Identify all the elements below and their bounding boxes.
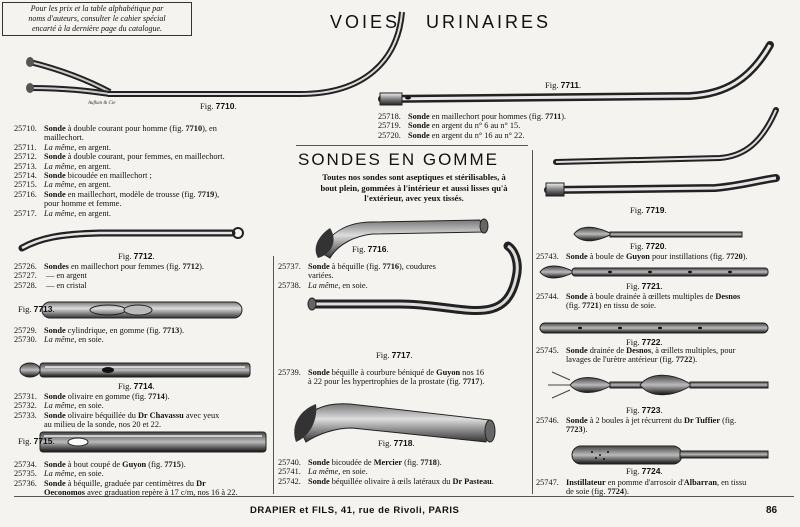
catalogue-entry-line [14, 209, 274, 218]
entry-text: 7724 [607, 487, 625, 497]
entry-text: cylindrique, en gomme (fig. [65, 326, 163, 335]
entry-text: ), [214, 189, 220, 199]
entry-text: Sonde [566, 416, 588, 425]
catalogue-number: 25737. [278, 262, 301, 271]
catalogue-entry-line [536, 416, 798, 425]
catalogue-entry-line [14, 171, 274, 180]
entry-text: 7721 [582, 301, 599, 311]
catalogue-number: 25730. [14, 335, 37, 345]
catalogue-entry-line [278, 477, 528, 486]
catalogue-number: 25746. [536, 416, 559, 425]
catalogue-entry-line [14, 152, 274, 161]
catalogue-entry-line [278, 377, 528, 386]
fig-7723-illustration [548, 372, 768, 398]
entry-text: olivaire en gomme (fig. [65, 392, 149, 401]
catalogue-entry-line [14, 133, 274, 142]
fig-caption-7715: Fig. 7715. [18, 436, 55, 446]
catalogue-number: 25719. [378, 121, 401, 131]
fig-caption-7720: Fig. 7720. [630, 241, 667, 251]
publisher-footer: DRAPIER et FILS, 41, rue de Rivoli, PARIS [250, 505, 460, 516]
catalogue-entry-line [14, 411, 274, 420]
fig-7715-illustration [40, 432, 266, 452]
catalogue-number: 25738. [278, 280, 301, 290]
intro-line: Toutes nos sondes sont aseptiques et stérilisables, à [322, 172, 506, 182]
page-number: 86 [766, 505, 778, 516]
catalogue-number: 25726. [14, 262, 37, 271]
catalogue-number: 25743. [536, 252, 559, 261]
entry-text: 7719 [197, 189, 215, 199]
product-list-25739 [278, 368, 528, 387]
entry-text: avec graduation repère à 17 c/m, nos 16 à 22. [85, 488, 238, 498]
catalogue-entry-line [14, 262, 274, 271]
entry-text: Sonde [44, 189, 66, 199]
entry-text: , en argent. [74, 208, 111, 218]
catalogue-entry-line [14, 469, 274, 478]
catalogue-number: 25740. [278, 458, 301, 467]
entry-text: La même [308, 467, 339, 477]
entry-text: en maillechort, modèle de trousse (fig. [65, 189, 198, 199]
entry-text: La même [44, 208, 75, 218]
catalogue-number: 25713. [14, 161, 37, 171]
entry-text: de soie (fig. [566, 487, 608, 497]
catalogue-number: 25717. [14, 208, 37, 218]
entry-text: La même [44, 401, 75, 411]
catalogue-entry-line [278, 458, 528, 467]
entry-text: ). [180, 460, 186, 469]
catalogue-entry-line [378, 121, 778, 130]
entry-text: Sonde [308, 458, 330, 467]
fig-caption-7711: Fig. 7711. [545, 80, 582, 90]
entry-text: , en soie. [74, 469, 104, 479]
fig-caption-7713: Fig. 7713. [18, 304, 55, 314]
catalogue-entry-line [536, 346, 798, 355]
entry-text: Sonde [566, 252, 588, 261]
entry-text: , en argent. [74, 161, 111, 171]
notice-line: noms d'auteurs, consulter le cahier spécial [28, 14, 166, 23]
notice-line: encarté à la dernière page du catalogue. [31, 24, 163, 33]
fig-7718-illustration [294, 404, 495, 442]
entry-text: Sonde [44, 124, 66, 133]
entry-text: olivaire béquillée du [65, 410, 139, 420]
catalogue-number: 25711. [14, 142, 37, 152]
fig-caption-7721: Fig. 7721. [626, 281, 663, 291]
column-rule [532, 150, 533, 494]
entry-text: (fig. [720, 416, 737, 425]
catalogue-entry-line [14, 190, 274, 199]
product-list-25731 [14, 392, 274, 430]
column-rule [273, 256, 274, 494]
entry-text: , en soie. [338, 280, 368, 290]
fig-7714-illustration [20, 363, 250, 377]
fig-caption-7716: Fig. 7716. [352, 244, 389, 254]
entry-text: Dr [196, 478, 206, 488]
catalogue-entry-line [14, 335, 274, 344]
entry-text: , en tissu [716, 478, 747, 487]
entry-text: ) en tissu de soie. [598, 301, 657, 311]
entry-text: maillechort. [44, 133, 84, 143]
product-list-25718 [378, 112, 778, 140]
catalogue-number: 25729. [14, 326, 37, 335]
product-list-25729 [14, 326, 274, 345]
entry-text: , à œillets multiples, pour [651, 346, 736, 355]
catalogue-number: 25741. [278, 467, 301, 477]
entry-text: à double courant, pour femmes, en maillechort. [65, 152, 225, 162]
entry-text: ), coudures [399, 262, 436, 271]
fig-caption-7714: Fig. 7714. [118, 381, 155, 391]
entry-text: Sonde [408, 112, 430, 121]
entry-text: à 2 boules à jet récurrent du [587, 416, 684, 425]
catalogue-entry-line [14, 460, 274, 469]
entry-text: La même [44, 180, 75, 190]
catalogue-entry-line [14, 420, 274, 429]
entry-text: Albarran [683, 478, 717, 487]
entry-text: La même [44, 142, 75, 152]
fig-caption-7712: Fig. 7712. [118, 251, 155, 261]
catalogue-number: 25718. [378, 112, 401, 121]
entry-text: Dr Chavassu [138, 410, 184, 420]
catalogue-entry-line [536, 292, 798, 301]
catalogue-number: 25739. [278, 368, 301, 377]
catalogue-entry-line [14, 479, 274, 488]
title-word: VOIES [330, 12, 401, 32]
entry-text: ). [692, 355, 698, 365]
catalogue-entry-line [378, 112, 778, 121]
fig-caption-7710: Fig. 7710. [200, 101, 237, 111]
catalogue-entry-line [14, 271, 274, 280]
entry-text: pour instillations (fig. [649, 252, 727, 261]
entry-text: . [491, 476, 494, 486]
entry-text: Sonde [308, 262, 330, 271]
engraver-mark: Aufkan & Cie [88, 101, 116, 106]
entry-text: Desnos [715, 292, 741, 301]
catalogue-entry-line [536, 252, 798, 261]
catalogue-number: 25716. [14, 189, 37, 199]
entry-text: ). [624, 487, 629, 497]
entry-text: pour homme et femme. [44, 199, 122, 209]
fig-caption-7717: Fig. 7717. [376, 350, 413, 360]
entry-text: 7716 [382, 262, 400, 271]
entry-text: Guyon [122, 460, 147, 469]
intro-line: l'extérieur, avec yeux tissés. [364, 193, 464, 203]
entry-text: à double courant pour homme (fig. [65, 124, 186, 133]
entry-text: 7715 [164, 460, 181, 469]
entry-text: , en soie. [338, 467, 368, 477]
entry-text: Guyon [625, 252, 650, 261]
catalogue-entry-line [14, 199, 274, 208]
product-list-25740 [278, 458, 528, 486]
catalogue-number: 25732. [14, 401, 37, 411]
entry-text: en pomme d'arrosoir d' [605, 478, 684, 487]
catalogue-number: 25736. [14, 478, 37, 488]
product-list-25737 [278, 262, 528, 290]
catalogue-entry-line [14, 488, 274, 497]
entry-text: ). [479, 377, 485, 387]
catalogue-entry-line [536, 355, 798, 364]
entry-text: Instillateur [566, 478, 606, 487]
product-list-25726 [14, 262, 274, 290]
catalogue-number: 25731. [14, 392, 37, 401]
entry-text: — en argent [44, 271, 87, 281]
product-list-25710 [14, 124, 274, 218]
entry-text: Oeconomos [44, 488, 86, 498]
entry-text: , en soie. [74, 335, 104, 345]
entry-text: Sonde [44, 171, 66, 181]
entry-text: La même [308, 280, 339, 290]
product-list-25745 [536, 346, 798, 365]
entry-text: Mercier [373, 458, 403, 467]
catalogue-entry-line [14, 326, 274, 335]
divider [296, 145, 528, 146]
product-list-25746 [536, 416, 798, 435]
entry-text: Sonde [566, 346, 588, 355]
catalogue-number: 25714. [14, 171, 37, 181]
entry-text: lavages de l'urètre antérieur (fig. [566, 355, 676, 365]
entry-text: Dr Pasteau [452, 476, 492, 486]
fig-7712-illustration [22, 228, 243, 248]
entry-text: ). [561, 112, 567, 121]
entry-text: 7712 [182, 262, 200, 271]
entry-text: , en soie. [74, 401, 104, 411]
catalogue-entry-line [14, 124, 274, 133]
entry-text: La même [44, 335, 75, 345]
entry-text: 7723 [566, 425, 583, 435]
entry-text: à boule de [587, 252, 626, 261]
catalogue-number: 25710. [14, 124, 37, 133]
catalogue-number: 25727. [14, 271, 37, 281]
entry-text: ). [742, 252, 748, 261]
catalogue-entry-line [536, 425, 798, 434]
entry-text: ). [164, 392, 170, 401]
entry-text: bicoudée en maillechort ; [65, 171, 152, 181]
catalogue-number: 25747. [536, 478, 559, 487]
catalogue-number: 25728. [14, 280, 37, 290]
entry-text: à boule drainée à œillets multiples de [587, 292, 716, 301]
entry-text: La même [44, 161, 75, 171]
entry-text: La même [44, 469, 75, 479]
catalogue-entry-line [278, 467, 528, 476]
catalogue-entry-line [536, 301, 798, 310]
entry-text: variées. [308, 271, 334, 281]
product-list-25744 [536, 292, 798, 311]
entry-text: Sonde [44, 460, 66, 469]
entry-text: Desnos [626, 346, 652, 355]
catalogue-entry-line [14, 401, 274, 410]
entry-text: Dr Tuffier [684, 416, 721, 425]
entry-text: en maillechort pour femmes (fig. [68, 262, 183, 271]
catalogue-number: 25712. [14, 152, 37, 162]
entry-text: Sonde [308, 368, 330, 377]
entry-text: en argent du n° 16 au n° 22. [429, 130, 525, 140]
entry-text: à 22 pour les hypertrophies de la prostate (fig. [308, 377, 463, 387]
fig-caption-7718: Fig. 7718. [378, 438, 415, 448]
entry-text: nos 16 [460, 368, 485, 377]
section-title: SONDES EN GOMME [298, 150, 499, 169]
catalogue-number: 25733. [14, 410, 37, 420]
entry-text: (fig. [402, 458, 421, 467]
fig-caption-7719: Fig. 7719. [630, 205, 667, 215]
page-title [330, 12, 551, 33]
intro-line: bout plein, gommées à l'intérieur et aussi lisses qu'à [320, 182, 508, 193]
entry-text: 7718 [420, 458, 437, 467]
entry-text: Guyon [436, 368, 461, 377]
entry-text: , en argent. [74, 142, 111, 152]
catalogue-entry-line [278, 368, 528, 377]
notice-line: Pour les prix et la table alphabétique par [30, 4, 164, 13]
catalogue-entry-line [14, 392, 274, 401]
entry-text: à bout coupé de [65, 460, 123, 469]
product-list-25734 [14, 460, 274, 498]
entry-text: Sonde [44, 152, 66, 162]
entry-text: ), en [202, 124, 217, 133]
catalogue-number: 25745. [536, 346, 559, 355]
catalogue-entry-line [536, 478, 798, 487]
entry-text: Sonde [308, 476, 330, 486]
catalogue-number: 25720. [378, 130, 401, 140]
fig-7722-illustration [540, 323, 768, 333]
entry-text: Sonde [44, 392, 66, 401]
catalogue-entry-line [14, 143, 274, 152]
entry-text: en maillechort pour hommes (fig. [429, 112, 546, 121]
title-word: URINAIRES [426, 12, 552, 32]
fig-7713-illustration [42, 302, 242, 318]
entry-text: ). [582, 425, 588, 435]
fig-7711-illustration [380, 45, 770, 105]
entry-text: béquille à courbure béniqué de [329, 368, 437, 377]
entry-text: à béquille, graduée par centimètres du [65, 478, 197, 488]
catalogue-entry-line [278, 271, 528, 280]
fig-7721-illustration [540, 266, 768, 278]
fig-caption-7724: Fig. 7724. [626, 466, 663, 476]
catalogue-number: 25715. [14, 180, 37, 190]
entry-text: 7720 [726, 252, 743, 261]
entry-text: Sonde [44, 410, 66, 420]
catalogue-entry-line [278, 262, 528, 271]
entry-text: 7711 [545, 112, 562, 121]
catalogue-entry-line [278, 281, 528, 290]
entry-text: Sonde [44, 326, 66, 335]
catalogue-entry-line [14, 281, 274, 290]
entry-text: en argent du n° 6 au n° 15. [429, 121, 521, 131]
entry-text: 7710 [185, 124, 203, 133]
entry-text: Sonde [44, 478, 66, 488]
entry-text: 7722 [675, 355, 693, 365]
fig-7720-illustration [574, 227, 742, 241]
entry-text: ). [179, 326, 185, 335]
fig-7724-illustration [572, 446, 768, 464]
catalogue-number: 25742. [278, 476, 301, 486]
entry-text: — en cristal [44, 280, 87, 290]
entry-text: Sonde [408, 121, 430, 131]
entry-text: à béquille (fig. [329, 262, 383, 271]
fig-7716-illustration [316, 219, 488, 258]
catalogue-notice [2, 2, 192, 36]
entry-text: Sonde [566, 292, 588, 301]
catalogue-number: 25734. [14, 460, 37, 469]
entry-text: ). [199, 262, 204, 271]
entry-text: 7713 [162, 326, 180, 335]
entry-text: bicoudée de [329, 458, 374, 467]
catalogue-number: 25744. [536, 292, 559, 301]
catalogue-entry-line [536, 487, 798, 496]
catalogue-number: 25735. [14, 469, 37, 479]
fig-caption-7722: Fig. 7722. [626, 337, 663, 347]
entry-text: Sonde [408, 130, 430, 140]
entry-text: ). [436, 458, 442, 467]
product-list-25747 [536, 478, 798, 497]
entry-text: 7717 [462, 377, 480, 387]
section-intro [300, 172, 528, 204]
entry-text: (fig. [146, 460, 165, 469]
entry-text: avec yeux [183, 410, 220, 420]
entry-text: béquillée olivaire à œils latéraux du [329, 476, 453, 486]
entry-text: , en argent. [74, 180, 111, 190]
entry-text: drainée de [587, 346, 627, 355]
product-list-25743 [536, 252, 798, 261]
entry-text: 7714 [148, 392, 165, 401]
entry-text: au milieu de la sonde, nos 20 et 22. [44, 420, 162, 430]
catalogue-entry-line [378, 131, 778, 140]
entry-text: Sondes [44, 262, 69, 271]
catalogue-entry-line [14, 180, 274, 189]
catalogue-entry-line [14, 162, 274, 171]
fig-caption-7723: Fig. 7723. [626, 405, 663, 415]
entry-text: (fig. [566, 301, 583, 311]
